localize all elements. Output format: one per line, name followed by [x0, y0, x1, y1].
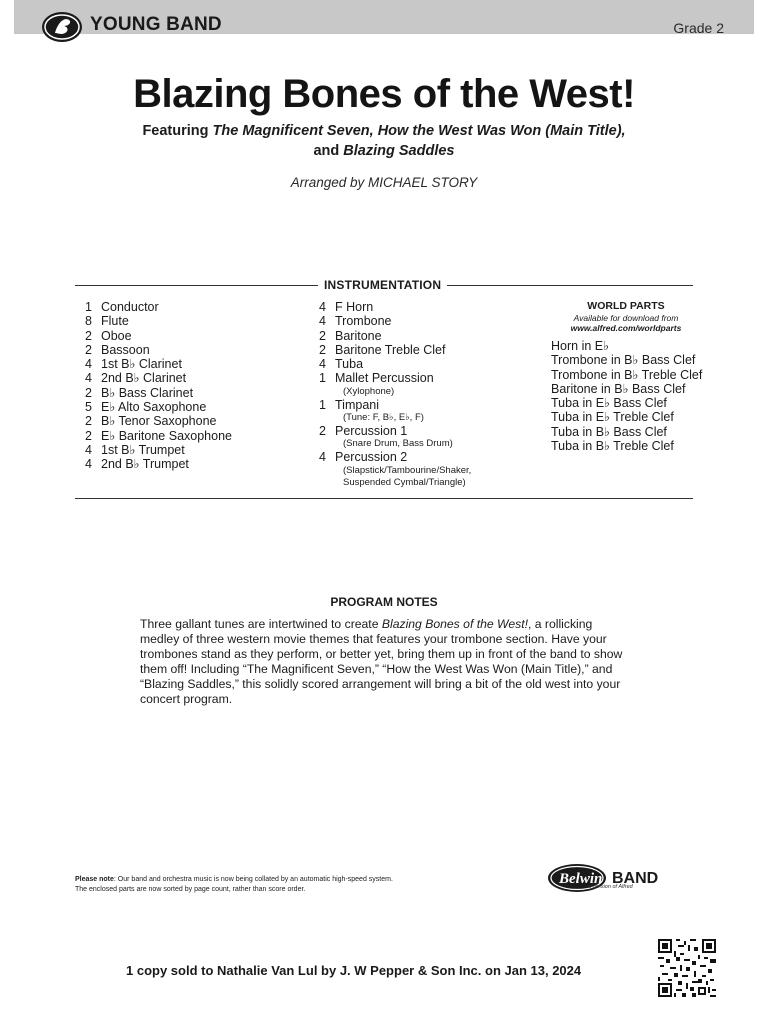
instrument-row: [85, 414, 232, 428]
instrument-quantity: 4: [319, 300, 326, 314]
instrument-quantity: 8: [85, 314, 92, 329]
instrument-quantity: 2: [85, 414, 92, 429]
instrument-name: 2nd B♭ Clarinet: [101, 371, 187, 386]
featured-last-work: Blazing Saddles: [343, 143, 455, 159]
piece-title: Blazing Bones of the West!: [133, 72, 635, 116]
instrument-row: [319, 450, 471, 464]
world-parts-note: Available for download from: [573, 313, 679, 323]
instrument-row: [85, 371, 232, 385]
world-parts-heading: WORLD PARTS: [587, 300, 665, 312]
featured-works: The Magnificent Seven, How the West Was Won (Main Title),: [212, 123, 626, 139]
belwin-band-word: BAND: [612, 870, 659, 887]
instrument-row: [85, 386, 232, 400]
instrument-row: [85, 400, 232, 414]
arranger-credit: Arranged by MICHAEL STORY: [290, 175, 478, 190]
footnote-line-2: The enclosed parts are now sorted by page count, rather than score order.: [75, 885, 306, 893]
instrument-quantity: 4: [319, 357, 326, 372]
notes-title: Blazing Bones of the West!: [381, 617, 528, 631]
instrument-name: 1st B♭ Trumpet: [101, 442, 185, 457]
world-parts-link[interactable]: www.alfred.com/worldparts: [570, 323, 682, 333]
featuring-conjunction: and: [313, 143, 344, 159]
world-parts-list: [551, 339, 702, 453]
grade-label: Grade 2: [673, 20, 724, 36]
instrument-name: E♭ Baritone Saxophone: [101, 428, 232, 443]
instrument-quantity: 2: [85, 428, 92, 443]
instrument-quantity: 1: [85, 300, 92, 314]
instrument-list-1: [85, 300, 232, 472]
instrument-list-2: [319, 300, 471, 489]
instrument-name: Tuba: [335, 357, 364, 372]
instrument-name: Baritone: [335, 328, 382, 343]
instrument-row: [319, 424, 471, 438]
footnote-line-1: : Our band and orchestra music is now being collated by an automatic high-speed system.: [113, 876, 393, 883]
instrument-quantity: 2: [85, 328, 92, 343]
belwin-division: a division of Alfred: [588, 884, 633, 890]
world-part-item: Trombone in B♭ Treble Clef: [551, 367, 703, 382]
world-part-item: Tuba in E♭ Treble Clef: [551, 410, 674, 425]
instrument-name: Percussion 2: [335, 450, 408, 465]
instrument-quantity: 2: [319, 424, 326, 439]
instrument-quantity: 1: [319, 371, 326, 386]
instrument-row: [319, 329, 471, 343]
instrument-row: [319, 314, 471, 328]
instrument-row: [85, 300, 232, 314]
featuring-line: [0, 121, 768, 161]
notes-body: , a rollicking medley of three western movie themes that features your trombone section. Have your trombones stand as they perform, or better yet, bring them up in front of the band to show them off! Including “The Magnificent Seven,” “How the West Was Won (Main Title),” and “Blazing Saddles,” this solidly scored arrangement will bring a bit of the old west into your concert program.: [140, 617, 623, 706]
instrument-quantity: 1: [319, 397, 326, 412]
instrument-name: Percussion 1: [335, 424, 408, 439]
instrument-note: (Snare Drum, Bass Drum): [343, 438, 453, 450]
notes-lead: Three gallant tunes are intertwined to create: [140, 617, 382, 631]
instrument-row: [319, 357, 471, 371]
world-part-item: Tuba in E♭ Bass Clef: [551, 396, 667, 411]
instrument-name: 1st B♭ Clarinet: [101, 357, 182, 372]
instrument-row: [85, 314, 232, 328]
instrument-name: Bassoon: [101, 342, 150, 357]
world-part-item: Tuba in B♭ Bass Clef: [551, 424, 667, 439]
instrument-quantity: 2: [319, 342, 326, 357]
instrument-name: E♭ Alto Saxophone: [101, 400, 207, 415]
world-part-item: Baritone in B♭ Bass Clef: [551, 381, 686, 396]
instrument-name: 2nd B♭ Trumpet: [101, 457, 189, 472]
instrument-note: (Tune: F, B♭, E♭, F): [343, 412, 424, 424]
instrument-row: [85, 429, 232, 443]
instrument-name: Oboe: [101, 328, 132, 343]
instrument-row: [319, 371, 471, 385]
instrument-row: [85, 343, 232, 357]
instrument-quantity: 4: [85, 442, 92, 457]
sold-notice: 1 copy sold to Nathalie Van Lul by J. W Pepper & Son Inc. on Jan 13, 2024: [126, 963, 582, 978]
instrument-quantity: 2: [85, 385, 92, 400]
featuring-prefix: Featuring: [142, 123, 213, 139]
instrumentation-heading: INSTRUMENTATION: [318, 278, 447, 292]
instrument-row: [85, 329, 232, 343]
program-notes-heading: PROGRAM NOTES: [330, 595, 438, 609]
instrument-row: [319, 343, 471, 357]
instrument-quantity: 4: [319, 314, 326, 329]
instrument-quantity: 4: [85, 371, 92, 386]
instrument-row: [319, 398, 471, 412]
footnote-label: Please note: [75, 876, 114, 883]
instrument-name: Mallet Percussion: [335, 371, 434, 386]
program-notes-text: [140, 617, 630, 707]
belwin-logo-word: Belwin: [559, 871, 603, 887]
instrument-name: B♭ Bass Clarinet: [101, 385, 194, 400]
instrument-quantity: 2: [85, 342, 92, 357]
instrument-name: B♭ Tenor Saxophone: [101, 414, 217, 429]
instrument-quantity: 4: [319, 450, 326, 465]
instrument-name: Flute: [101, 314, 129, 329]
world-part-item: Horn in E♭: [551, 339, 610, 353]
instrument-note: (Xylophone): [343, 385, 395, 397]
instrument-name: F Horn: [335, 300, 374, 314]
instrument-note: (Slapstick/Tambourine/Shaker,: [343, 464, 472, 476]
collation-footnote: [75, 875, 393, 894]
instrument-name: Timpani: [335, 397, 379, 412]
instrument-quantity: 4: [85, 457, 92, 472]
instrument-quantity: 4: [85, 357, 92, 372]
instrument-row: [85, 457, 232, 471]
brand-name: YOUNG BAND: [90, 14, 222, 35]
young-band-logo-icon: [40, 10, 84, 44]
instrument-quantity: 2: [319, 328, 326, 343]
qr-code-icon[interactable]: [657, 939, 717, 997]
world-part-item: Tuba in B♭ Treble Clef: [551, 439, 674, 454]
instrument-name: Baritone Treble Clef: [335, 342, 446, 357]
world-part-item: Trombone in B♭ Bass Clef: [551, 353, 696, 368]
instrument-row: [85, 357, 232, 371]
instrument-name: Trombone: [335, 314, 392, 329]
instrument-name: Conductor: [101, 300, 159, 314]
instrumentation-bottom-rule: [75, 498, 693, 499]
instrument-row: [319, 300, 471, 314]
instrument-note: Suspended Cymbal/Triangle): [343, 476, 466, 488]
instrument-row: [85, 443, 232, 457]
instrument-quantity: 5: [85, 400, 92, 415]
